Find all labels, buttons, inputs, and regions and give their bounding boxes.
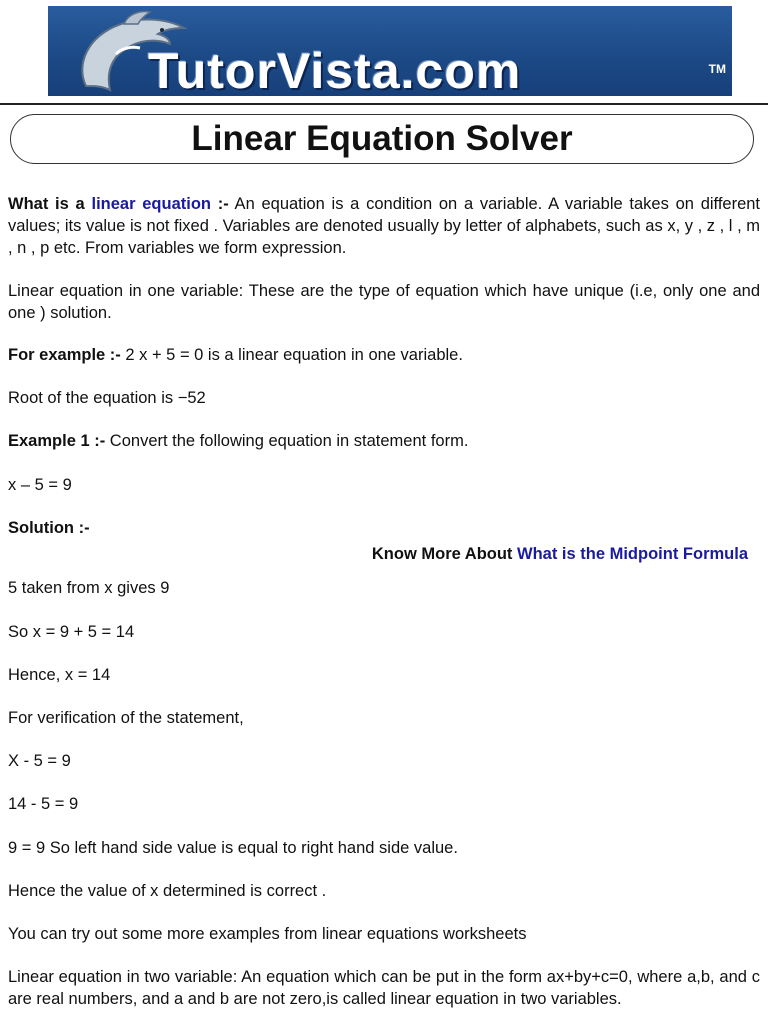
intro-paragraph xyxy=(8,193,760,259)
root-paragraph: Root of the equation is −52 xyxy=(8,389,206,407)
intro-lead-suffix: :- xyxy=(211,195,229,213)
step-line: X - 5 = 9 xyxy=(8,752,71,770)
trademark-mark: TM xyxy=(708,62,726,76)
linear-equation-link[interactable]: linear equation xyxy=(91,195,211,213)
know-more-line xyxy=(8,543,748,565)
for-example-label: For example :- xyxy=(8,346,121,364)
intro-text: An equation is a condition on a variable. A variable takes on different values; its value is not fixed . Variables are denoted usually by letter of alphabets, such as x, y , z , l , m , n , p etc. From variables we form expression. xyxy=(8,195,761,257)
intro-lead: What is a xyxy=(8,195,92,213)
step-line: Hence the value of x determined is correct . xyxy=(8,882,327,900)
header-divider xyxy=(0,103,768,105)
step-line: So x = 9 + 5 = 14 xyxy=(8,623,135,641)
one-variable-paragraph: Linear equation in one variable: These are the type of equation which have unique (i.e, only one and one ) solution. xyxy=(8,282,760,322)
header-banner xyxy=(48,6,732,96)
equation-line: x – 5 = 9 xyxy=(8,476,72,494)
solution-label: Solution :- xyxy=(8,519,90,537)
midpoint-formula-link[interactable]: What is the Midpoint Formula xyxy=(517,545,748,563)
two-variable-paragraph: Linear equation in two variable: An equation which can be put in the form ax+by+c=0, where a,b, and c are real numbers, and a and b are not zero,is called linear equation in two variables. xyxy=(8,968,760,1008)
step-line: For verification of the statement, xyxy=(8,709,244,727)
example1-label: Example 1 :- xyxy=(8,432,106,450)
step-line: 5 taken from x gives 9 xyxy=(8,579,170,597)
step-line: Hence, x = 14 xyxy=(8,666,111,684)
page-title: Linear Equation Solver xyxy=(191,119,573,158)
step-line: You can try out some more examples from linear equations worksheets xyxy=(8,925,527,943)
for-example-text: 2 x + 5 = 0 is a linear equation in one variable. xyxy=(120,346,463,364)
example1-text: Convert the following equation in statement form. xyxy=(105,432,469,450)
step-line: 14 - 5 = 9 xyxy=(8,795,79,813)
title-box xyxy=(10,114,754,164)
know-more-prefix: Know More About xyxy=(371,545,518,563)
example1-paragraph xyxy=(8,430,760,452)
brand-wordmark: TutorVista.com xyxy=(148,43,522,96)
step-line: 9 = 9 So left hand side value is equal to right hand side value. xyxy=(8,839,458,857)
for-example-paragraph xyxy=(8,344,760,366)
